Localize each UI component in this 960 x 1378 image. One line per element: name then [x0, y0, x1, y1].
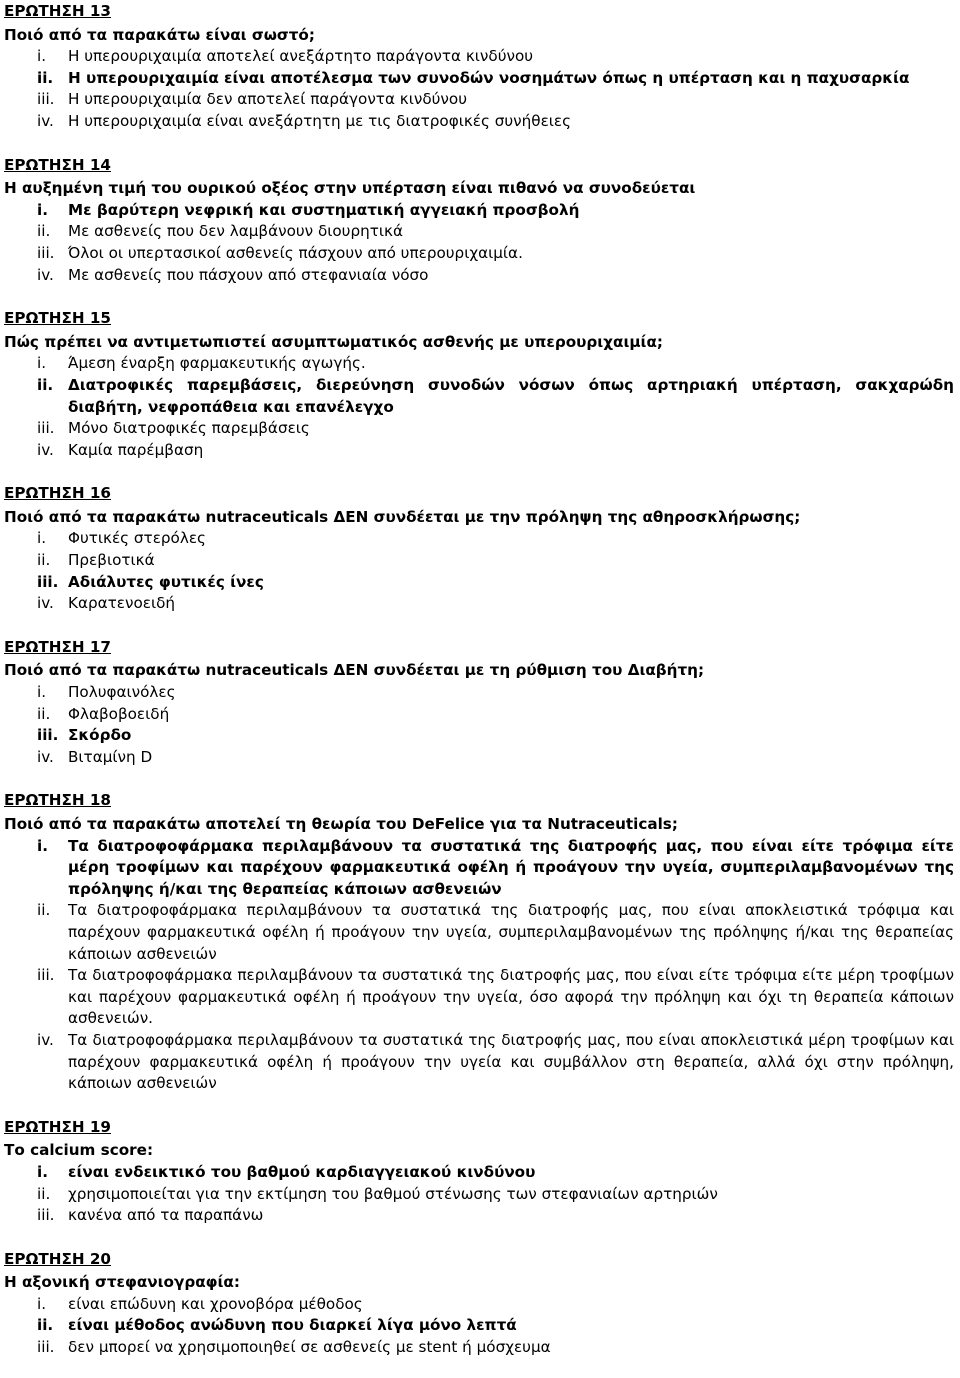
option-text: Φυτικές στερόλες	[68, 529, 206, 548]
option-number: iv.	[37, 747, 54, 766]
option-text: Τα διατροφοφάρμακα περιλαμβάνουν τα συστατικά της διατροφής μας, που είναι αποκλειστικά μέρη τροφίμων και παρέχουν φαρμακευτικά οφέλη ή προάγουν την υγεία και συμβάλλον στη θεραπεία, αλλά όχι στην πρόληψη, κάποιων ασθενειών	[68, 1030, 954, 1093]
option-number: iv.	[37, 265, 54, 284]
option-number: iii.	[37, 1338, 55, 1357]
option-number: iv.	[37, 594, 54, 613]
option-text: Με ασθενείς που δεν λαμβάνουν διουρητικά	[68, 222, 403, 241]
option-text: χρησιμοποιείται για την εκτίμηση του βαθμού στένωσης των στεφανιαίων αρτηριών	[68, 1184, 718, 1203]
question-text: Ποιό από τα παρακάτω αποτελεί τη θεωρία του DeFelice για τα Nutraceuticals;	[4, 815, 678, 833]
option-number: iii.	[37, 243, 55, 262]
option-text: Η υπερουριχαιμία δεν αποτελεί παράγοντα κινδύνου	[68, 90, 467, 109]
question-spacer	[4, 133, 956, 155]
question-block	[4, 790, 956, 1094]
option-text: Πρεβιοτικά	[68, 551, 155, 570]
option-number: i.	[37, 836, 48, 855]
option-text: Φλαβοβοειδή	[68, 704, 170, 723]
question-spacer	[4, 768, 956, 790]
question-text: Η αυξημένη τιμή του ουρικού οξέος στην υπέρταση είναι πιθανό να συνοδεύεται	[4, 179, 696, 198]
answer-option	[4, 1337, 956, 1359]
option-number: i.	[37, 1294, 47, 1313]
option-number: iv.	[37, 111, 54, 130]
option-text: Με βαρύτερη νεφρική και συστηματική αγγειακή προσβολή	[68, 200, 580, 219]
option-text: Μόνο διατροφικές παρεμβάσεις	[68, 419, 310, 438]
option-number: iii.	[37, 572, 59, 591]
question-block	[4, 637, 956, 769]
option-number: ii.	[37, 901, 51, 920]
option-text: είναι επώδυνη και χρονοβόρα μέθοδος	[68, 1294, 363, 1313]
option-number: iv.	[37, 1030, 54, 1049]
option-number: i.	[37, 200, 48, 219]
option-text: Τα διατροφοφάρμακα περιλαμβάνουν τα συστατικά της διατροφής μας, που είναι αποκλειστικά τρόφιμα και παρέχουν φαρμακευτικά οφέλη ή προάγουν την υγεία, συμπεριλαμβανομένων της πρόληψης ή/και της θεραπείας κάποιων ασθενειών	[68, 901, 954, 963]
question-text: Ποιό από τα παρακάτω nutraceuticals ΔΕΝ συνδέεται με την πρόληψη της αθηροσκλήρωσης;	[4, 507, 801, 526]
question-heading: ΕΡΩΤΗΣΗ 13	[4, 2, 111, 20]
question-block	[4, 308, 956, 461]
question-text: Η αξονική στεφανιογραφία:	[4, 1273, 240, 1292]
question-text: Πώς πρέπει να αντιμετωπιστεί ασυμπτωματικός ασθενής με υπερουριχαιμία;	[4, 332, 663, 351]
option-number: ii.	[37, 1316, 54, 1335]
question-text: Το calcium score:	[4, 1141, 154, 1160]
option-number: i.	[37, 683, 47, 702]
question-heading: ΕΡΩΤΗΣΗ 17	[4, 637, 111, 656]
answer-option	[4, 200, 956, 222]
answer-option	[4, 1294, 956, 1316]
answer-option	[4, 965, 956, 1030]
question-spacer	[4, 1095, 956, 1117]
option-number: ii.	[37, 375, 54, 394]
answer-option	[4, 440, 956, 462]
answer-option	[4, 46, 956, 68]
question-text: Ποιό από τα παρακάτω είναι σωστό;	[4, 25, 315, 44]
question-spacer	[4, 461, 956, 483]
question-block	[4, 1117, 956, 1227]
answer-option	[4, 1184, 956, 1206]
option-number: iii.	[37, 90, 55, 109]
option-number: iv.	[37, 440, 54, 459]
answer-option	[4, 221, 956, 243]
answer-option	[4, 593, 956, 615]
answer-option	[4, 68, 956, 90]
answer-option	[4, 704, 956, 726]
option-number: i.	[37, 529, 47, 548]
option-text: Τα διατροφοφάρμακα περιλαμβάνουν τα συστατικά της διατροφής μας, που είναι είτε τρόφιμα είτε μέρη τροφίμων και παρέχουν φαρμακευτικά οφέλη ή προάγουν την υγεία, όσο αφορά την πρόληψη και όχι τη θεραπεία κάποιων ασθενειών.	[68, 966, 954, 1028]
option-text: Διατροφικές παρεμβάσεις, διερεύνηση συνοδών νόσων όπως αρτηριακή υπέρταση, σακχαρώδη διαβήτη, νεφροπάθεια και επανέλεγχο	[68, 375, 954, 416]
option-text: Πολυφαινόλες	[68, 683, 176, 702]
answer-option	[4, 572, 956, 594]
question-spacer	[4, 615, 956, 637]
option-text: κανένα από τα παραπάνω	[68, 1206, 264, 1225]
question-heading: ΕΡΩΤΗΣΗ 18	[4, 791, 111, 810]
answer-option	[4, 725, 956, 747]
option-number: ii.	[37, 1184, 51, 1203]
answer-option	[4, 900, 956, 965]
answer-option	[4, 353, 956, 375]
answer-option	[4, 747, 956, 769]
option-text: Η υπερουριχαιμία είναι αποτέλεσμα των συνοδών νοσημάτων όπως η υπέρταση και η παχυσαρκία	[68, 68, 910, 87]
question-spacer	[4, 1227, 956, 1249]
option-text: Με ασθενείς που πάσχουν από στεφανιαία νόσο	[68, 265, 429, 284]
option-number: ii.	[37, 551, 51, 570]
question-heading: ΕΡΩΤΗΣΗ 20	[4, 1249, 111, 1268]
option-text: Καρατενοειδή	[68, 594, 176, 613]
option-number: ii.	[37, 68, 54, 87]
option-text: είναι μέθοδος ανώδυνη που διαρκεί λίγα μόνο λεπτά	[68, 1316, 517, 1335]
question-block	[4, 1, 956, 133]
option-text: Άμεση έναρξη φαρμακευτικής αγωγής.	[68, 354, 366, 373]
option-number: iii.	[37, 1206, 55, 1225]
question-heading: ΕΡΩΤΗΣΗ 15	[4, 309, 111, 328]
question-heading: ΕΡΩΤΗΣΗ 16	[4, 484, 111, 503]
question-block	[4, 155, 956, 287]
answer-option	[4, 265, 956, 287]
option-text: Σκόρδο	[68, 726, 132, 745]
option-number: iii.	[37, 726, 59, 745]
option-text: Όλοι οι υπερτασικοί ασθενείς πάσχουν από υπερουριχαιμία.	[68, 243, 523, 262]
question-block	[4, 483, 956, 615]
option-number: ii.	[37, 222, 51, 241]
answer-option	[4, 1030, 956, 1095]
answer-option	[4, 1315, 956, 1337]
answer-option	[4, 682, 956, 704]
option-text: Βιταμίνη D	[68, 747, 153, 766]
answer-option	[4, 89, 956, 111]
option-number: iii.	[37, 966, 55, 985]
answer-option	[4, 1162, 956, 1184]
question-block	[4, 1249, 956, 1359]
answer-option	[4, 836, 956, 901]
option-text: δεν μπορεί να χρησιμοποιηθεί σε ασθενείς με stent ή μόσχευμα	[68, 1338, 551, 1357]
question-heading: ΕΡΩΤΗΣΗ 19	[4, 1117, 111, 1136]
option-number: i.	[37, 1162, 48, 1181]
option-number: i.	[37, 47, 47, 66]
answer-option	[4, 418, 956, 440]
option-text: Η υπερουριχαιμία είναι ανεξάρτητη με τις διατροφικές συνήθειες	[68, 111, 572, 130]
option-text: Αδιάλυτες φυτικές ίνες	[68, 572, 264, 591]
answer-option	[4, 243, 956, 265]
option-text: Τα διατροφοφάρμακα περιλαμβάνουν τα συστατικά της διατροφής μας, που είναι είτε τρόφιμα είτε μέρη τροφίμων και παρέχουν φαρμακευτικά οφέλη ή προάγουν την υγεία, συμπεριλαμβανομένων της πρόληψης ή/και της θεραπείας κάποιων ασθενειών	[68, 836, 954, 898]
option-number: ii.	[37, 704, 51, 723]
option-text: είναι ενδεικτικό του βαθμού καρδιαγγειακού κινδύνου	[68, 1162, 536, 1181]
answer-option	[4, 375, 956, 418]
answer-option	[4, 111, 956, 133]
option-number: iii.	[37, 419, 55, 438]
option-text: Καμία παρέμβαση	[68, 440, 204, 459]
question-spacer	[4, 286, 956, 308]
question-text: Ποιό από τα παρακάτω nutraceuticals ΔΕΝ συνδέεται με τη ρύθμιση του Διαβήτη;	[4, 661, 705, 680]
answer-option	[4, 1205, 956, 1227]
answer-option	[4, 550, 956, 572]
question-heading: ΕΡΩΤΗΣΗ 14	[4, 155, 111, 174]
option-number: i.	[37, 354, 47, 373]
option-text: Η υπερουριχαιμία αποτελεί ανεξάρτητο παράγοντα κινδύνου	[68, 47, 534, 66]
answer-option	[4, 528, 956, 550]
